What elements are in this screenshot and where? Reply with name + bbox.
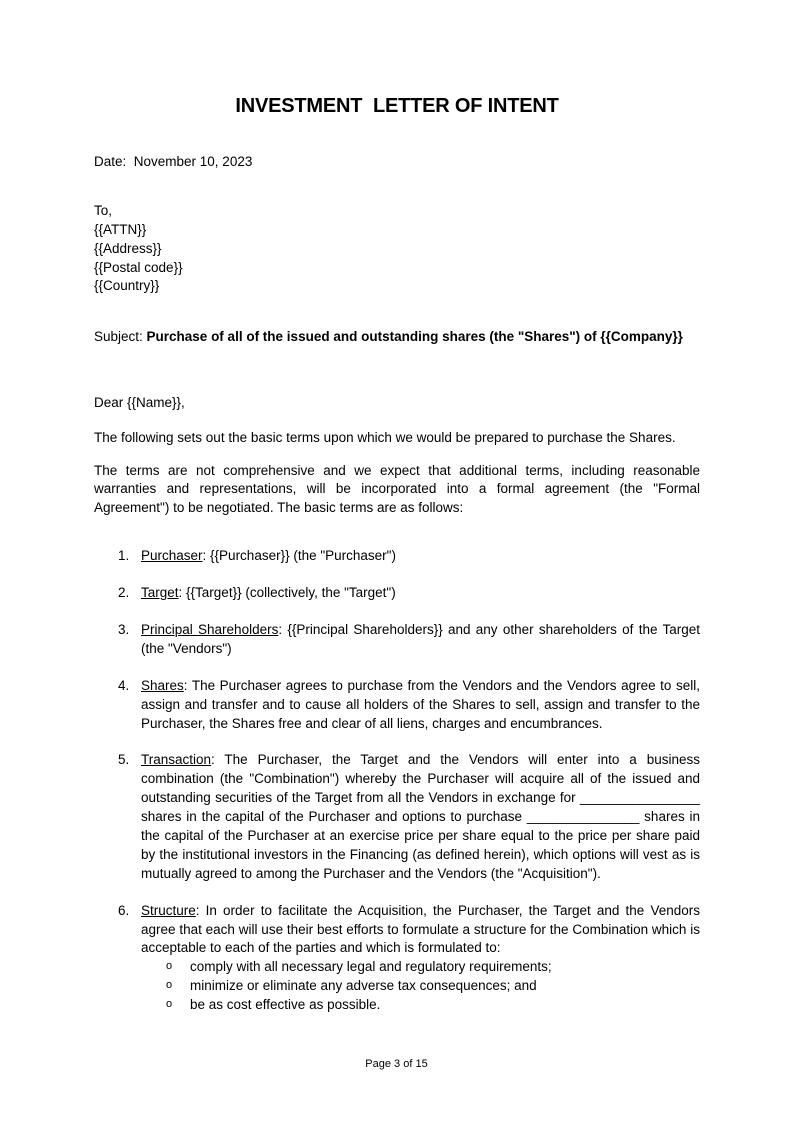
list-number: 2. bbox=[118, 585, 130, 601]
sub-bullet-item bbox=[141, 977, 700, 996]
recipient-line-attn: {{ATTN}} bbox=[94, 221, 147, 237]
recipient-line-postal-code: {{Postal code}} bbox=[94, 259, 183, 275]
date-line: Date: November 10, 2023 bbox=[94, 154, 253, 169]
list-item-transaction bbox=[94, 751, 700, 883]
list-rest: : The Purchaser, the Target and the Vendors will enter into a business combination (the "Combination") whereby the Purchaser will acquire all of the issued and outstanding securities of the Target from all the Vendors in exchange for ________________ shares in the capital of the Purchaser and options to purchase _______________ shares in the capital of the Purchaser at an exercise price per share equal to the price per share paid by the institutional investors in the Financing (as defined herein), which options will vest as is mutually agreed to among the Purchaser and the Vendors (the "Acquisition"). bbox=[141, 752, 700, 881]
sub-bullet-text: be as cost effective as possible. bbox=[190, 997, 381, 1013]
page-title: INVESTMENT LETTER OF INTENT bbox=[235, 95, 559, 117]
subject-text: Purchase of all of the issued and outstanding shares (the "Shares") of {{Company}} bbox=[146, 329, 683, 345]
list-number: 5. bbox=[118, 752, 130, 768]
list-text bbox=[141, 751, 700, 883]
list-rest: : {{Principal Shareholders}} and any other shareholders of the Target (the "Vendors") bbox=[141, 621, 700, 656]
intro-paragraph: The following sets out the basic terms upon which we would be prepared to purchase the Shares. bbox=[94, 430, 676, 446]
recipient-line-country: {{Country}} bbox=[94, 278, 160, 294]
list-text bbox=[141, 547, 700, 566]
list-term: Transaction bbox=[141, 752, 212, 768]
recipient-line-address: {{Address}} bbox=[94, 240, 162, 256]
list-number: 6. bbox=[118, 902, 130, 918]
sub-bullet-text: comply with all necessary legal and regulatory requirements; bbox=[190, 959, 552, 975]
recipient-block bbox=[94, 202, 700, 296]
recipient-line-to: To, bbox=[94, 202, 113, 218]
list-rest: : The Purchaser agrees to purchase from the Vendors and the Vendors agree to sell, assign and transfer and to cause all holders of the Shares to sell, assign and transfer to the Purchaser, the Shares free and clear of all liens, charges and encumbrances. bbox=[141, 677, 700, 731]
list-term: Shares bbox=[141, 677, 184, 693]
terms-list bbox=[94, 547, 700, 1015]
list-number: 3. bbox=[118, 621, 130, 637]
list-item-shares bbox=[94, 677, 700, 734]
list-term: Target bbox=[141, 585, 179, 601]
list-rest: : {{Purchaser}} (the "Purchaser") bbox=[202, 548, 396, 564]
salutation: Dear {{Name}}, bbox=[94, 395, 185, 411]
list-number: 4. bbox=[118, 677, 130, 693]
structure-sub-list bbox=[141, 958, 700, 1015]
list-item-target bbox=[94, 584, 700, 603]
list-item-structure bbox=[94, 902, 700, 1015]
subject-line bbox=[94, 328, 700, 347]
list-text bbox=[141, 902, 700, 959]
page-number: Page 3 of 15 bbox=[365, 1058, 428, 1070]
list-text bbox=[141, 621, 700, 659]
list-term: Purchaser bbox=[141, 548, 203, 564]
list-rest: : {{Target}} (collectively, the "Target") bbox=[178, 585, 396, 601]
list-rest: : In order to facilitate the Acquisition, the Purchaser, the Target and the Vendors agree that each will use their best efforts to formulate a structure for the Combination which is acceptable to each of the parties and which is formulated to: bbox=[141, 902, 700, 956]
terms-paragraph: The terms are not comprehensive and we expect that additional terms, including reasonable warranties and representations, will be incorporated into a formal agreement (the "Formal Agreement") to be negotiated. The basic terms are as follows: bbox=[94, 462, 700, 516]
list-text bbox=[141, 677, 700, 734]
list-item-principal-shareholders bbox=[94, 621, 700, 659]
list-term: Principal Shareholders bbox=[141, 621, 279, 637]
subject-label: Subject: bbox=[94, 329, 147, 345]
sub-bullet-marker: o bbox=[166, 979, 173, 992]
list-term: Structure bbox=[141, 902, 196, 918]
list-text bbox=[141, 584, 700, 603]
list-number: 1. bbox=[118, 548, 130, 564]
sub-bullet-text: minimize or eliminate any adverse tax consequences; and bbox=[190, 978, 537, 994]
sub-bullet-item bbox=[141, 958, 700, 977]
sub-bullet-marker: o bbox=[166, 998, 173, 1011]
list-item-purchaser bbox=[94, 547, 700, 566]
sub-bullet-marker: o bbox=[166, 960, 173, 973]
sub-bullet-item bbox=[141, 996, 700, 1015]
